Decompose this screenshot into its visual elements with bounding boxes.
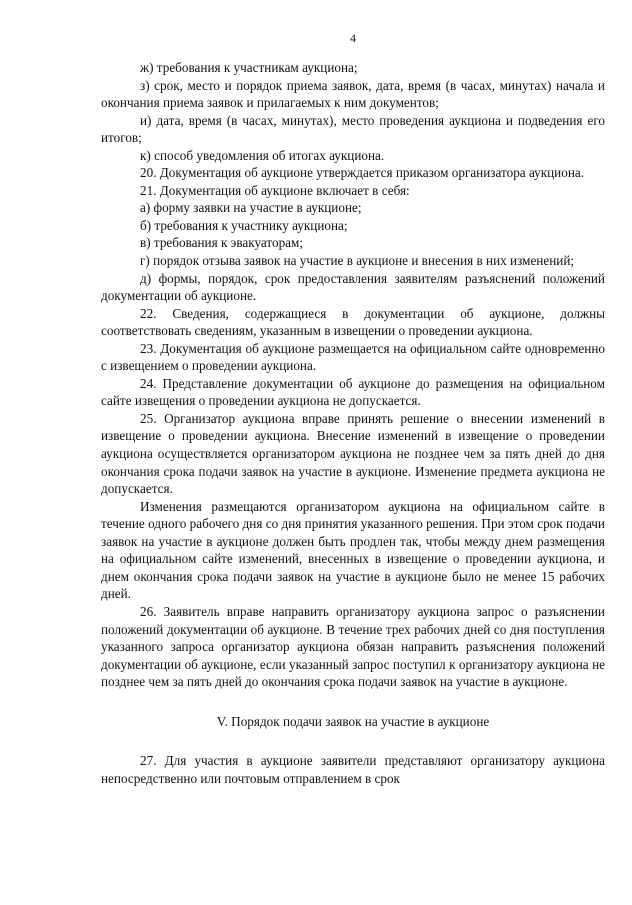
paragraph: з) срок, место и порядок приема заявок, дата, время (в часах, минутах) начала и окончания приема заявок и прилагаемых к ним документов; bbox=[101, 77, 605, 111]
paragraph: б) требования к участнику аукциона; bbox=[140, 217, 348, 233]
paragraph: д) формы, порядок, срок предоставления заявителям разъяснений положений документации об аукционе. bbox=[101, 270, 605, 304]
section-title: V. Порядок подачи заявок на участие в аукционе bbox=[216, 713, 490, 729]
paragraph: 22. Сведения, содержащиеся в документации об аукционе, должны соответствовать сведениям, указанным в извещении о проведении аукциона. bbox=[101, 305, 605, 339]
paragraph: 21. Документация об аукционе включает в себя: bbox=[140, 182, 410, 198]
paragraph: а) форму заявки на участие в аукционе; bbox=[140, 200, 362, 216]
page-number: 4 bbox=[350, 31, 356, 45]
paragraph: к) способ уведомления об итогах аукциона. bbox=[140, 147, 385, 163]
paragraph: 27. Для участия в аукционе заявители представляют организатору аукциона непосредственно или почтовым отправлением в срок bbox=[101, 753, 605, 786]
paragraph: 25. Организатор аукциона вправе принять решение о внесении изменений в извещение о проведении аукциона. Внесение изменений в извещение о проведении аукциона осуществляется организатором аукциона не позднее чем за пять дней до дня окончания срока подачи заявок на участие в аукционе. Изменение предмета аукциона не допускается. bbox=[101, 410, 605, 497]
paragraph: 26. Заявитель вправе направить организатору аукциона запрос о разъяснении положений документации об аукционе. В течение трех рабочих дней со дня поступления указанного запроса организатор аукциона обязан направить разъяснения положений документации об аукционе, если указанный запрос поступил к организатору аукциона не позднее чем за пять дней до окончания срока подачи заявок на участие в аукционе. bbox=[101, 603, 605, 690]
paragraph: в) требования к эвакуаторам; bbox=[140, 235, 304, 251]
paragraph: ж) требования к участникам аукциона; bbox=[140, 60, 358, 75]
paragraph: и) дата, время (в часах, минутах), место проведения аукциона и подведения его итогов; bbox=[101, 112, 605, 146]
paragraph: г) порядок отзыва заявок на участие в аукционе и внесения в них изменений; bbox=[140, 253, 575, 269]
paragraph: Изменения размещаются организатором аукциона на официальном сайте в течение одного рабочего дня со дня принятия указанного решения. При этом срок подачи заявок на участие в аукционе должен быть продлен так, чтобы между днем размещения на официальном сайте изменений, внесенных в извещение о проведении аукциона, и днем окончания срока подачи заявок на участие в аукционе было не менее 15 рабочих дней. bbox=[101, 498, 605, 602]
paragraph: 20. Документация об аукционе утверждается приказом организатора аукциона. bbox=[140, 165, 585, 181]
paragraph: 23. Документация об аукционе размещается на официальном сайте одновременно с извещением о проведении аукциона. bbox=[101, 340, 605, 374]
paragraph: 24. Представление документации об аукционе до размещения на официальном сайте извещения о проведении аукциона не допускается. bbox=[101, 375, 605, 409]
document-body bbox=[101, 59, 605, 787]
